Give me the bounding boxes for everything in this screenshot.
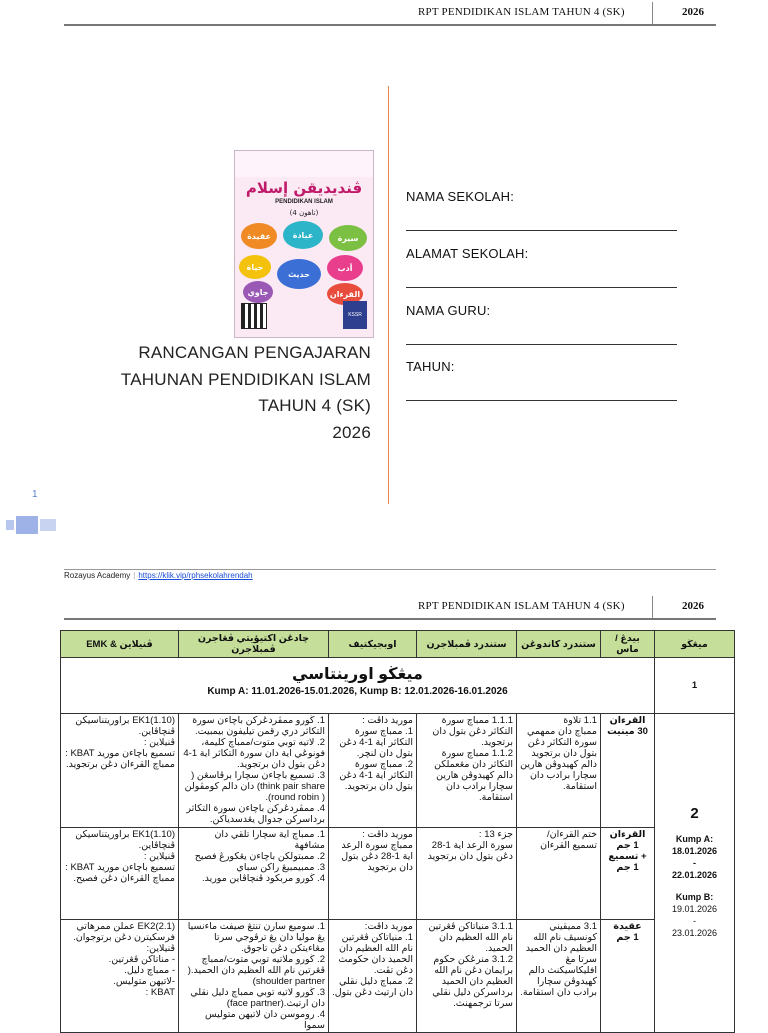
learning-standard-cell [417,714,517,828]
objective-text: موريد داڤت : ممباچ سورة الرعد اية 1-28 دڠن بتول دان برتجويد [341,829,413,873]
week-kump-b-end: 23.01.2026 [671,927,718,938]
learning-standard-cell [417,920,517,1033]
cover-title-line: 2026 [332,422,371,442]
content-standard-text: ختم القرءان/ تسميع القرءان [540,829,597,851]
teacher-name-line[interactable] [406,344,677,345]
col-header-content-standard: ستندرد كاندوڠن [517,631,601,658]
field-text: القرءان 30 مينيت [607,715,648,737]
week-cell [655,714,735,1033]
header-separator [652,596,653,618]
field-cell [601,828,655,920]
table-row [61,920,735,1033]
activities-cell [179,714,329,828]
emk-text: EK1(1.10) براوريتناسيكن ڤنچاڤاين. ڤنيلاين : تسميع باچاءن موريد KBAT : ممباچ القرءان دڠن فصيح. [65,829,175,884]
field-cell [601,714,655,828]
emk-text: EK2(2.1) عملن ممرهاتي فرسكيترن دڠن برتوجوان. ڤنيلاين: - مناتاكن ڤڠرتين. - ممباچ دليل. -لاتيهن متوليس. KBAT : [73,921,175,998]
activities-text: 1. ڬورو ممڤردڠركن باچاءن سورة التكاثر دري رقمن تيليفون بيمبيت. 2. لاتيه توبي متوت/ممباچ كليمة، فونوڠي اية دان سورة التكاثر اية 1-4 دڠن بتول دان برتجويد. 3. تسميع باچاءن سچارا برڤاسڠن ( think pair share) دان دالم كومڤولن ( round robin). 4. ممڤردڠركن باچاءن سورة التكاثر برداسركن جدوال يڠدسدياكن. [183,715,325,825]
year-label: TAHUN: [406,359,455,374]
field-text: عقيدة 1 جم [613,921,642,943]
school-name-line[interactable] [406,230,677,231]
week-kump-a-start: 18.01.2026 [671,845,718,856]
objective-cell [329,920,417,1033]
header-year: 2026 [682,600,704,612]
week-kump-a-label: Kump A: [675,833,714,844]
week-kump-a-end: 22.01.2026 [671,869,718,880]
content-standard-text: 1.1 تلاوة ممباچ دان ممهمي سورة التكاثر دڠن بتول دان برتجويد دالم كهيدوڤن هارين سچارا برادب دان استقامة. [520,715,597,792]
footer-link[interactable]: https://klik.vip/rphsekolahrendah [138,571,253,580]
header-title: RPT PENDIDIKAN ISLAM TAHUN 4 (SK) [418,6,625,18]
week-kump-b-label: Kump B: [675,891,714,902]
emk-cell [61,714,179,828]
col-header-field-time: بيدڠ / ماس [601,631,655,658]
cover-top-band [235,151,373,177]
objective-cell [329,828,417,920]
cover-title-line: RANCANGAN PENGAJARAN [138,343,371,362]
content-standard-cell [517,828,601,920]
content-standard-text: 3.1 مميقيني كونسيڤ نام الله العظيم دان الحميد سرتا مڠ افليكاسيكنث دالم كهيدوڤن سچارا برادب دان استقامة. [520,921,597,998]
emk-cell [61,828,179,920]
header-rule [64,618,716,620]
activities-text: 1. ممباچ اية سچارا تلقي دان مشافهة 2. ممبتولكن باچاءن يڠكورڠ فصيح 3. ممبيمبيڠ راكن سباي 4. ڬورو مربكود ڤنچاڤاين موريد. [194,829,325,884]
cover-title-jawi: ڤنديديقن إسلام [245,179,363,197]
table-row [61,714,735,828]
page-nav-arrow-icon[interactable] [6,516,56,534]
col-header-week: ميڠڬو [655,631,735,658]
cover-topic-blob: عقيدة [241,223,277,249]
footer-rule [64,569,716,570]
week-number: 2 [690,804,699,822]
learning-standard-text: جزء 13 : سورة الرعد اية 1-28 دڠن بتول دان برتجويد [427,829,513,862]
content-standard-cell [517,714,601,828]
school-name-label: NAMA SEKOLAH: [406,189,515,204]
emk-cell [61,920,179,1033]
teacher-name-label: NAMA GURU: [406,303,491,318]
kssr-badge: KSSR [343,301,367,329]
rpt-table [60,630,735,1033]
header-rule [64,24,716,26]
activities-text: 1. سوميع سارن تنتڠ صيفت ماءنسيا يڠ موليا دان يڠ ترڤوجي سرتا مڠاءيتكن دڠن تاجوق. 2. ڬورو ملاتيه توبي متوت/ممباچ ڤڠرتين نام الله العظيم دان الحميد.( shoulder partner) 3. ڬورو لاتيه توبي ممباچ دليل نقلي دان ارتيث.(face partner) 4. روموسن دان لاتيهن متوليس سموا [187,921,325,1031]
cover-topic-blob: سيرة [329,225,367,251]
field-text: القرءان 1 جم + تسميع 1 جم [608,829,647,873]
activities-cell [179,920,329,1033]
orientation-row [61,658,735,714]
footer-author: Rozayus Academy [64,571,131,580]
orientation-title: ميڠڬو اورينتاسي [292,666,423,683]
header-separator [652,2,653,24]
orientation-cell [61,658,655,714]
table-header-row [61,631,735,658]
textbook-cover-image [234,150,374,338]
orientation-dates: Kump A: 11.01.2026-15.01.2026, Kump B: 12.01.2026-16.01.2026 [207,686,508,697]
cover-topic-blob: القرءان [327,283,363,305]
learning-standard-cell [417,828,517,920]
header-title: RPT PENDIDIKAN ISLAM TAHUN 4 (SK) [418,600,625,612]
footer [64,571,253,580]
objective-text: موريد داڤت : 1. ممباچ سورة التكاثر اية 1-4 دڠن بتول دان لنچر. 2. ممباچ سورة التكاثر اية 1-4 دڠن بتول دان برتجويد. [339,715,413,792]
objective-text: موريد داڤت: 1. منياتاكن ڤڠرتين نام الله العظيم دان الحميد دان حكومث دڠن تڤت. 2. ممباچ دليل نقلي دان ارتيث دڠن بتول. [332,921,413,998]
content-standard-cell [517,920,601,1033]
cover-topic-blob: عبادة [283,221,323,249]
cover-topic-blob: حياة [239,255,271,279]
col-header-activities: چادڠن اكتيؤيتي ڤڠاجرن ڤمبلاجرن [179,631,329,658]
week-kump-b-dash: - [693,915,696,926]
school-address-label: ALAMAT SEKOLAH: [406,246,529,261]
learning-standard-text: 3.1.1 منياتاكن ڤڠرتين نام الله العظيم دان الحميد. 3.1.2 منرڠكن حكوم برايمان دڠن نام الله العظيم دان الحميد برداسركن دليل نقلي سرتا ترجمهنث. [428,921,513,1009]
cover-divider [388,86,389,504]
footer-separator: | [133,571,136,580]
cover-title-line: TAHUN 4 (SK) [258,396,371,415]
week-kump-a-dash: - [693,857,696,868]
header-year: 2026 [682,6,704,18]
week-number: 1 [655,658,735,714]
cover-title-line: TAHUNAN PENDIDIKAN ISLAM [120,369,371,389]
objective-cell [329,714,417,828]
cover-title-latin: PENDIDIKAN ISLAM [275,199,333,205]
school-address-line[interactable] [406,287,677,288]
table-row [61,828,735,920]
col-header-objective: اوبجيكتيف [329,631,417,658]
cover-topic-blob: حديث [277,259,321,289]
col-header-learning-standard: ستندرد ڤمبلاجرن [417,631,517,658]
week-kump-b-start: 19.01.2026 [671,903,718,914]
page-number: 1 [32,489,38,500]
qr-code-icon [241,303,267,329]
emk-text: EK1(1.10) براوريتناسيكن ڤنچاڤاين. ڤنيلاين : تسميع باچاءن موريد KBAT : ممباچ القرءان دڠن برتجويد. [65,715,175,770]
year-line[interactable] [406,400,677,401]
field-cell [601,920,655,1033]
cover-title [71,340,371,446]
activities-cell [179,828,329,920]
cover-topic-blob: جاوي [243,281,273,303]
cover-topic-blob: أدب [327,255,363,281]
cover-year-jawi: (تاهون 4) [289,209,319,217]
col-header-emk: EMK & ڤنيلاين [61,631,179,658]
learning-standard-text: 1.1.1 ممباچ سورة التكاثر دڠن بتول دان برتجويد. 1.1.2 ممباچ سورة التكاثر دان مڠعملكن دالم كهيدوڤن هارين سچارا برادب دان استقامة. [432,715,513,803]
